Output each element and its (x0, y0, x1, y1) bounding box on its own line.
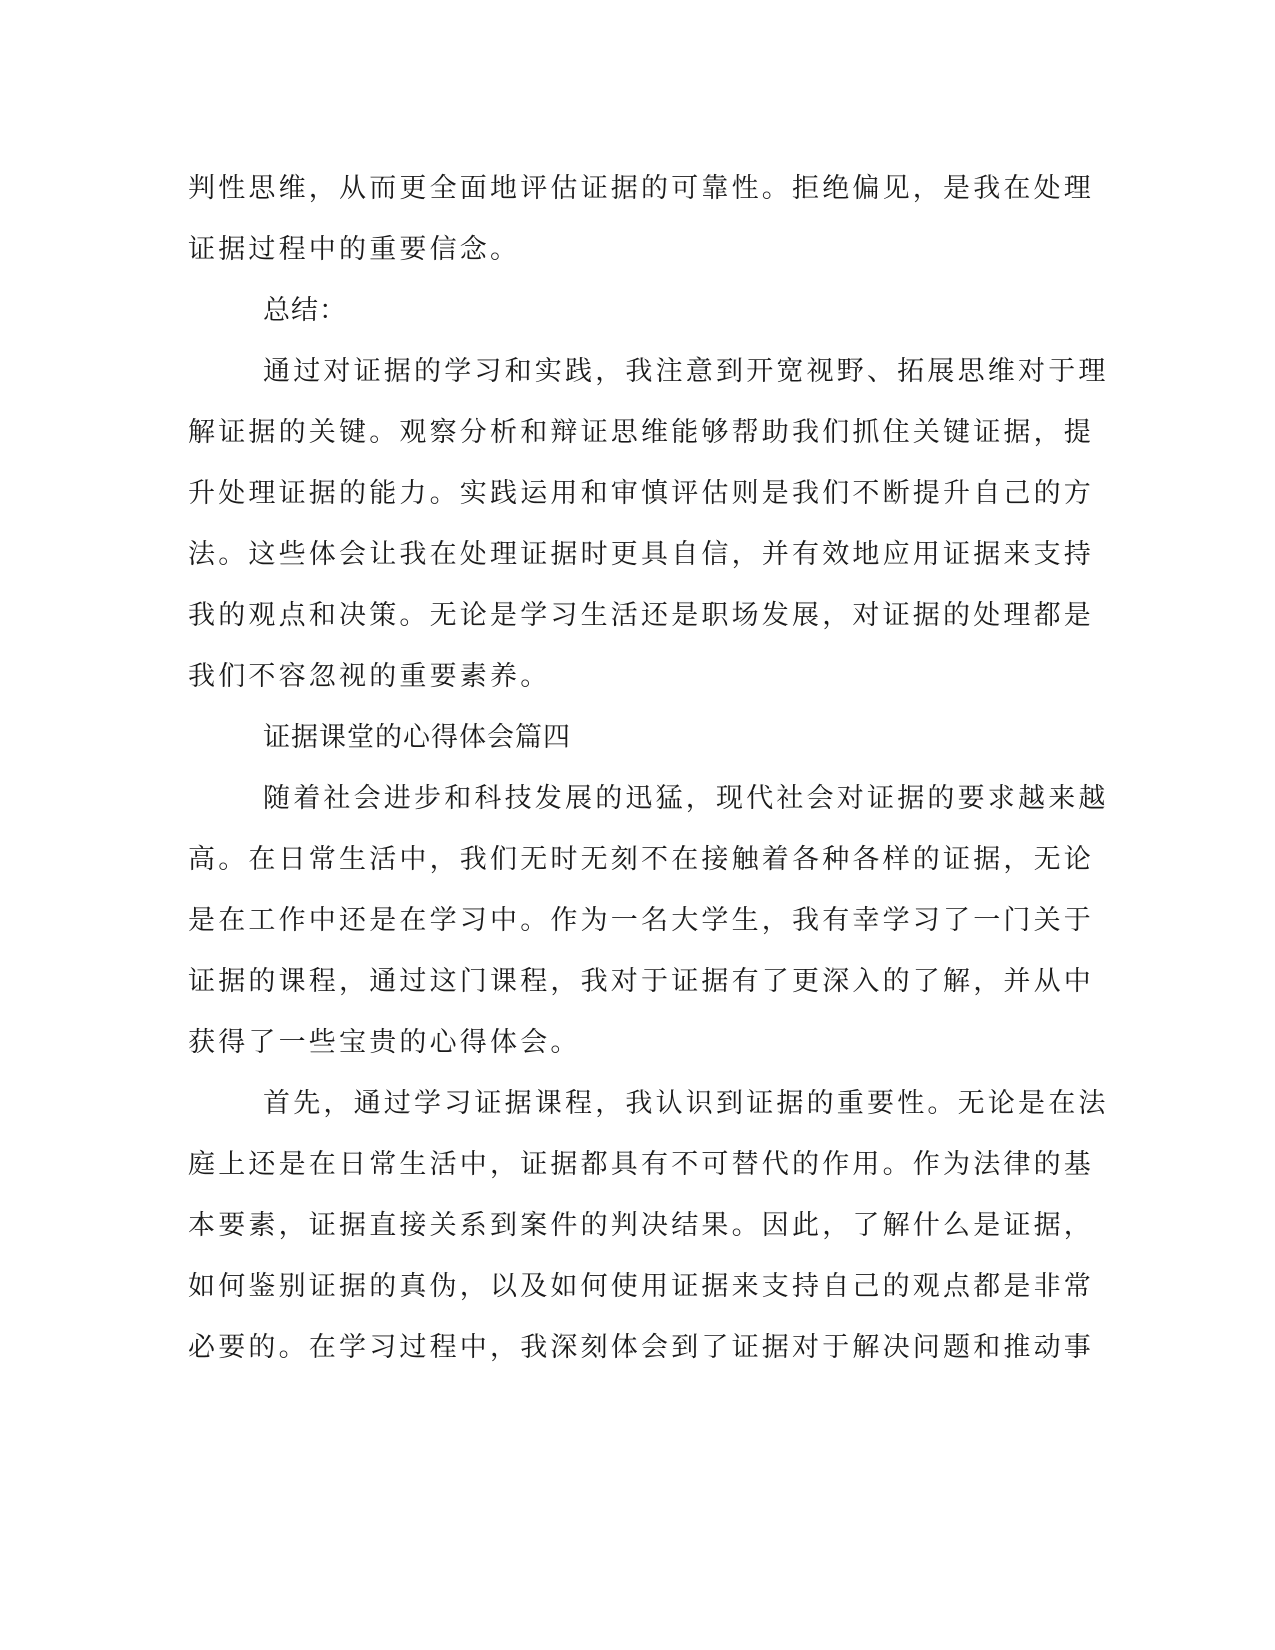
text-line: 是在工作中还是在学习中。作为一名大学生，我有幸学习了一门关于 (188, 905, 1094, 936)
text-line: 我的观点和决策。无论是学习生活还是职场发展，对证据的处理都是 (188, 600, 1094, 631)
text-line: 如何鉴别证据的真伪，以及如何使用证据来支持自己的观点都是非常 (188, 1271, 1094, 1302)
text-line: 通过对证据的学习和实践，我注意到开宽视野、拓展思维对于理 (263, 356, 1109, 387)
text-line: 法。这些体会让我在处理证据时更具自信，并有效地应用证据来支持 (188, 539, 1094, 570)
text-line: 解证据的关键。观察分析和辩证思维能够帮助我们抓住关键证据，提 (188, 417, 1094, 448)
text-line: 必要的。在学习过程中，我深刻体会到了证据对于解决问题和推动事 (188, 1332, 1094, 1363)
text-line: 获得了一些宝贵的心得体会。 (188, 1027, 581, 1058)
text-line: 升处理证据的能力。实践运用和审慎评估则是我们不断提升自己的方 (188, 478, 1094, 509)
document-body (188, 158, 1109, 1378)
text-line: 判性思维，从而更全面地评估证据的可靠性。拒绝偏见，是我在处理 (188, 173, 1094, 204)
section-heading: 证据课堂的心得体会篇四 (263, 722, 571, 753)
text-line: 随着社会进步和科技发展的迅猛，现代社会对证据的要求越来越 (263, 783, 1109, 814)
section-heading: 总结： (263, 295, 347, 326)
text-line: 庭上还是在日常生活中，证据都具有不可替代的作用。作为法律的基 (188, 1149, 1094, 1180)
text-line: 高。在日常生活中，我们无时无刻不在接触着各种各样的证据，无论 (188, 844, 1094, 875)
text-line: 证据过程中的重要信念。 (188, 234, 521, 265)
text-line: 我们不容忽视的重要素养。 (188, 661, 551, 692)
text-line: 证据的课程，通过这门课程，我对于证据有了更深入的了解，并从中 (188, 966, 1094, 997)
text-line: 首先，通过学习证据课程，我认识到证据的重要性。无论是在法 (263, 1088, 1109, 1119)
text-line: 本要素，证据直接关系到案件的判决结果。因此，了解什么是证据， (188, 1210, 1094, 1241)
